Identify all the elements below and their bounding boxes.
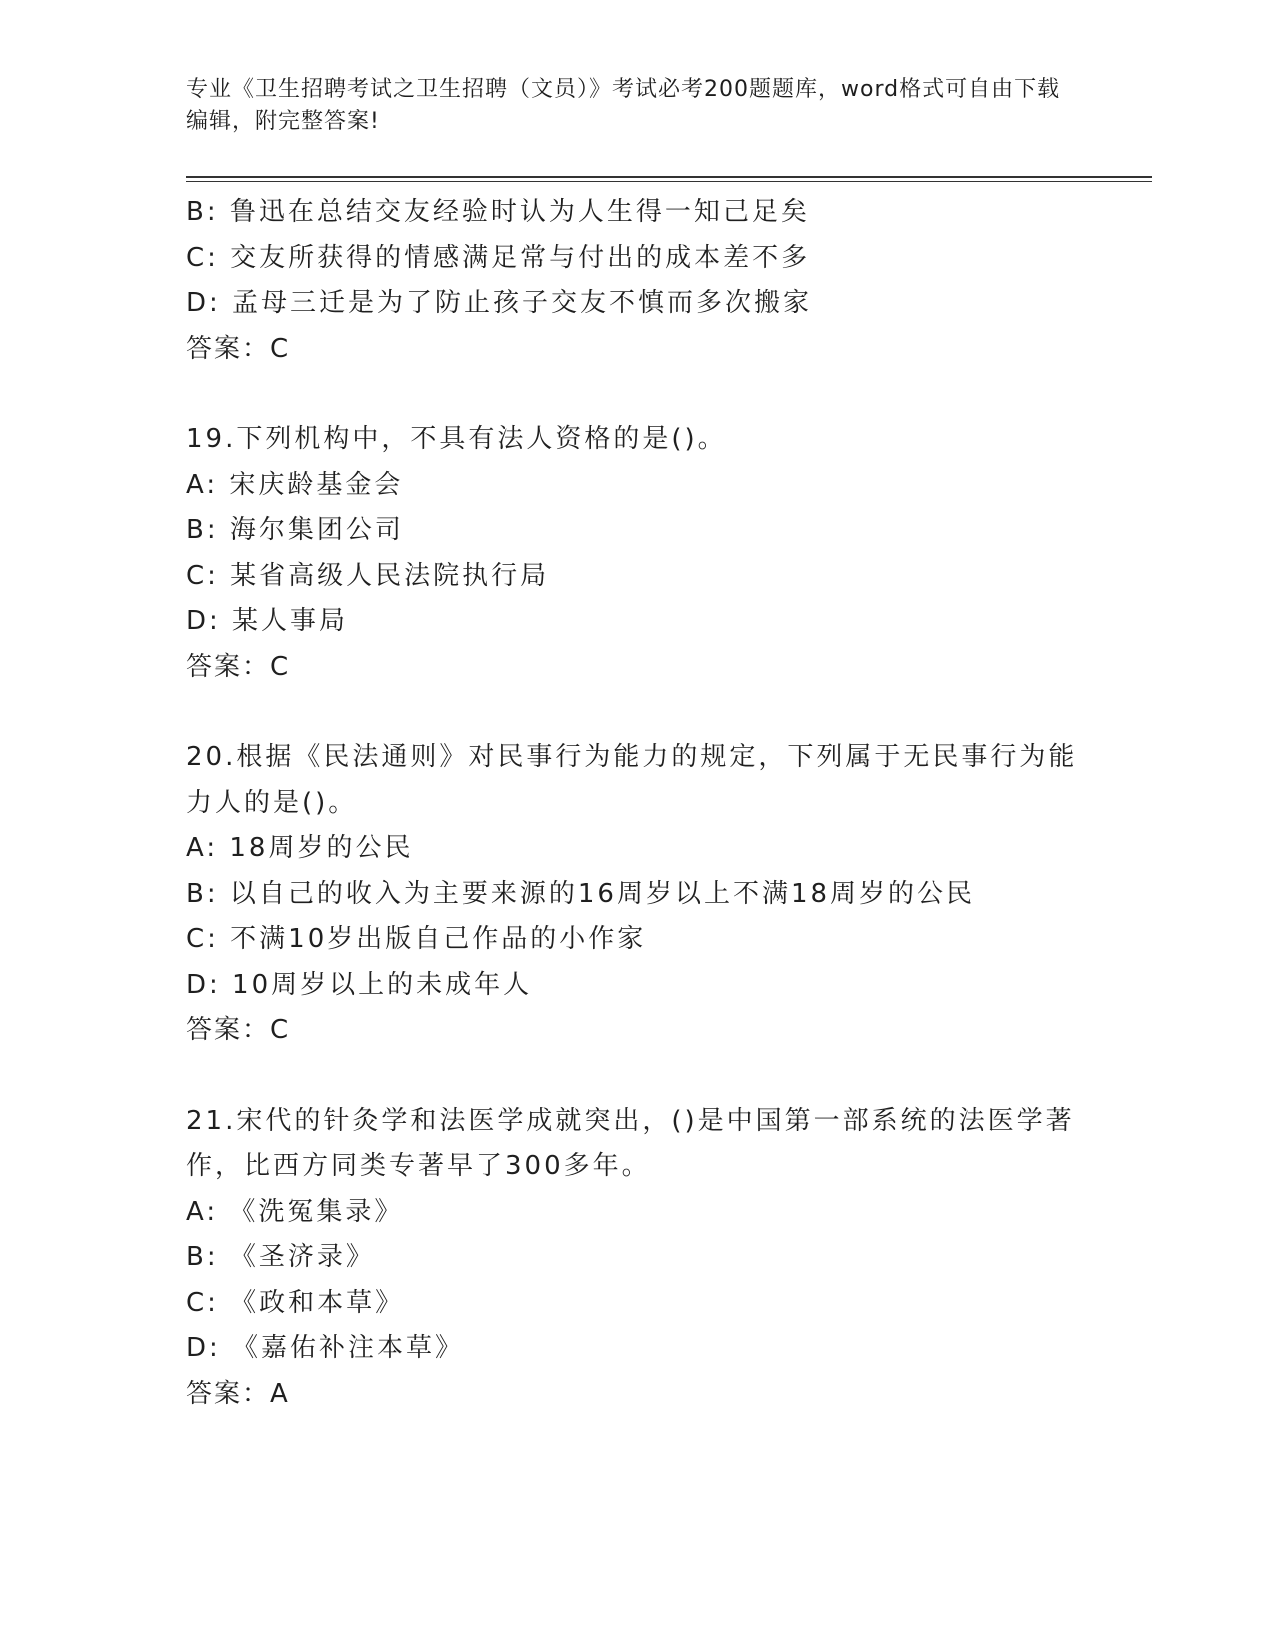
option-b: B: 《圣济录》 xyxy=(186,1242,375,1272)
question-stem-line-1: 20.根据《民法通则》对民事行为能力的规定，下列属于无民事行为能 xyxy=(186,742,1078,772)
option-d: D: 10周岁以上的未成年人 xyxy=(186,969,533,1000)
question-list xyxy=(186,190,1086,1417)
answer-line: 答案：A xyxy=(186,1378,290,1409)
option-a: A: 18周岁的公民 xyxy=(186,833,414,863)
header-rule-thin xyxy=(186,181,1152,182)
option-b: B: 鲁迅在总结交友经验时认为人生得一知己足矣 xyxy=(186,197,810,227)
option-b: B: 海尔集团公司 xyxy=(186,515,404,545)
spacer xyxy=(186,372,1086,417)
option-d: D: 《嘉佑补注本草》 xyxy=(186,1333,465,1363)
question-stem-line-2: 作，比西方同类专著早了300多年。 xyxy=(186,1151,651,1181)
answer-line: 答案：C xyxy=(186,651,291,682)
option-c: C: 某省高级人民法院执行局 xyxy=(186,560,550,591)
option-a: A: 宋庆龄基金会 xyxy=(186,469,404,500)
spacer xyxy=(186,1054,1086,1099)
document-header: 专业《卫生招聘考试之卫生招聘（文员）》考试必考200题题库，word格式可自由下载编辑，附完整答案! xyxy=(186,77,1061,134)
question-block-19 xyxy=(186,417,1086,690)
question-stem: 19.下列机构中，不具有法人资格的是()。 xyxy=(186,424,727,454)
question-stem-line-2: 力人的是()。 xyxy=(186,787,358,818)
header-rule-thick xyxy=(186,176,1152,178)
option-d: D: 孟母三迁是为了防止孩子交友不慎而多次搬家 xyxy=(186,288,813,318)
answer-line: 答案：C xyxy=(186,333,291,364)
option-d: D: 某人事局 xyxy=(186,606,349,636)
option-c: C: 《政和本草》 xyxy=(186,1287,405,1318)
option-a: A: 《洗冤集录》 xyxy=(186,1196,404,1227)
question-stem-line-1: 21.宋代的针灸学和法医学成就突出，()是中国第一部系统的法医学著 xyxy=(186,1105,1075,1136)
option-c: C: 不满10岁出版自己作品的小作家 xyxy=(186,924,647,954)
option-b: B: 以自己的收入为主要来源的16周岁以上不满18周岁的公民 xyxy=(186,878,976,909)
option-c: C: 交友所获得的情感满足常与付出的成本差不多 xyxy=(186,242,811,273)
question-block-20 xyxy=(186,735,1086,1054)
question-block-18 xyxy=(186,190,1086,372)
answer-line: 答案：C xyxy=(186,1015,291,1045)
spacer xyxy=(186,690,1086,735)
question-block-21 xyxy=(186,1099,1086,1418)
